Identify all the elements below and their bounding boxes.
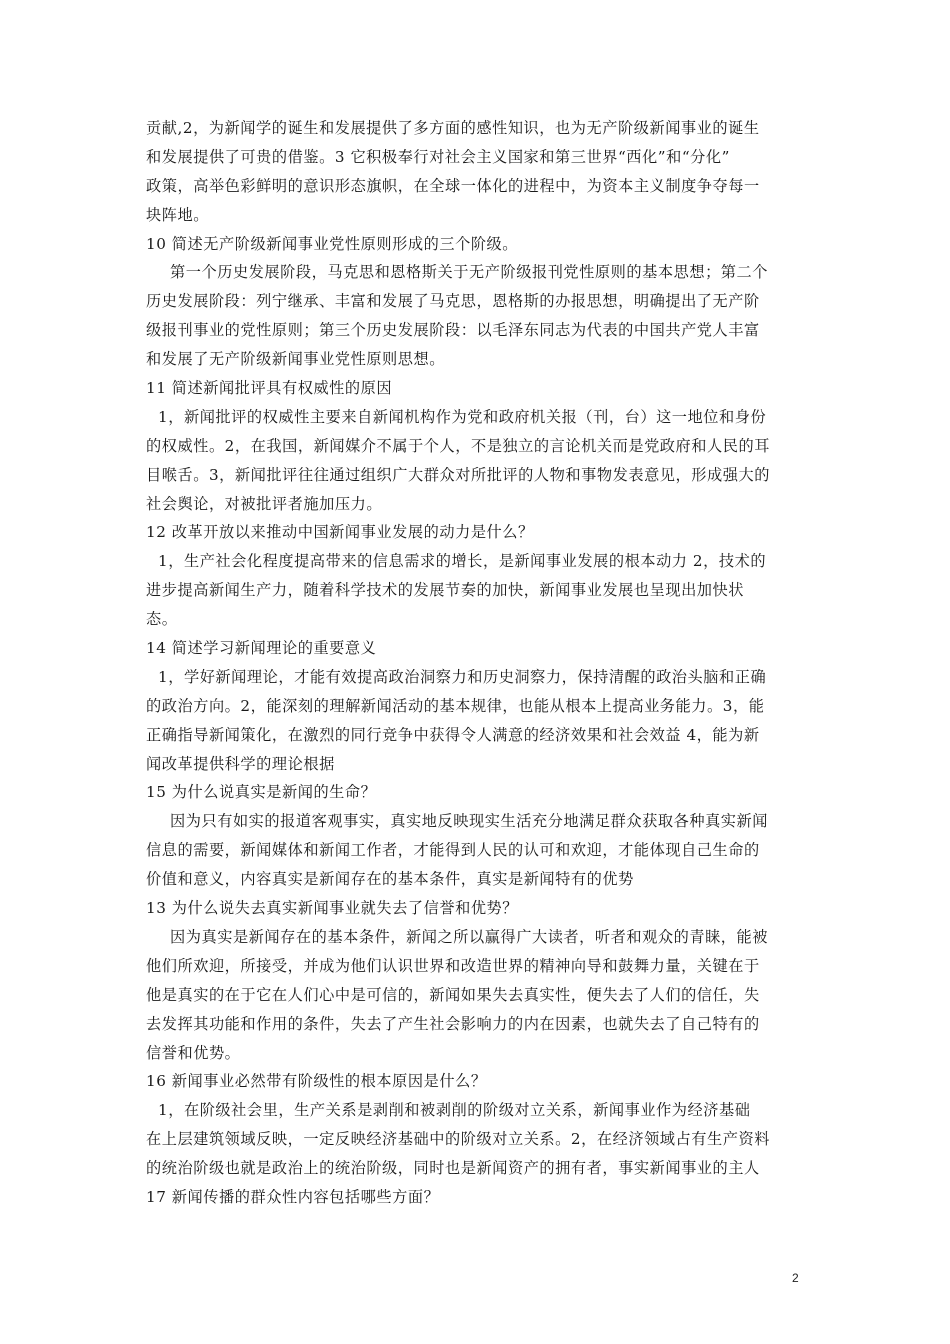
page-number: 2 bbox=[792, 1271, 799, 1285]
text-line: 去发挥其功能和作用的条件，失去了产生社会影响力的内在因素，也就失去了自己特有的 bbox=[146, 1014, 760, 1033]
text-line: 他们所欢迎，所接受，并成为他们认识世界和改造世界的精神向导和鼓舞力量，关键在于 bbox=[146, 956, 760, 975]
text-line: 进步提高新闻生产力，随着科学技术的发展节奏的加快，新闻事业发展也呈现出加快状 bbox=[146, 581, 745, 600]
text-line: 在上层建筑领域反映，一定反映经济基础中的阶级对立关系。2，在经济领域占有生产资料 bbox=[146, 1130, 770, 1149]
text-line: 他是真实的在于它在人们心中是可信的，新闻如果失去真实性，便失去了人们的信任，失 bbox=[146, 985, 760, 1004]
text-line: 社会舆论，对被批评者施加压力。 bbox=[146, 494, 383, 513]
text-line: 14 简述学习新闻理论的重要意义 bbox=[146, 639, 377, 658]
text-line: 级报刊事业的党性原则；第三个历史发展阶段：以毛泽东同志为代表的中国共产党人丰富 bbox=[146, 321, 760, 340]
text-line: 1，新闻批评的权威性主要来自新闻机构作为党和政府机关报（刊，台）这一地位和身份 bbox=[158, 407, 767, 426]
text-line: 政策，高举色彩鲜明的意识形态旗帜，在全球一体化的进程中，为资本主义制度争夺每一 bbox=[146, 176, 760, 195]
text-line: 1，在阶级社会里，生产关系是剥削和被剥削的阶级对立关系，新闻事业作为经济基础 bbox=[158, 1101, 751, 1120]
text-line: 块阵地。 bbox=[146, 205, 209, 224]
text-line: 1，生产社会化程度提高带来的信息需求的增长，是新闻事业发展的根本动力 2，技术的 bbox=[158, 552, 767, 571]
text-line: 历史发展阶段：列宁继承、丰富和发展了马克思，恩格斯的办报思想，明确提出了无产阶 bbox=[146, 292, 760, 311]
text-line: 目喉舌。3，新闻批评往往通过组织广大群众对所批评的人物和事物发表意见，形成强大的 bbox=[146, 465, 770, 484]
text-line: 16 新闻事业必然带有阶级性的根本原因是什么？ bbox=[146, 1072, 487, 1091]
document-body bbox=[146, 114, 812, 1212]
text-line: 的政治方向。2，能深刻的理解新闻活动的基本规律，也能从根本上提高业务能力。3，能 bbox=[146, 696, 765, 715]
text-line: 价值和意义，内容真实是新闻存在的基本条件，真实是新闻特有的优势 bbox=[146, 870, 634, 889]
text-line: 态。 bbox=[146, 610, 178, 629]
text-line: 贡献,2，为新闻学的诞生和发展提供了多方面的感性知识，也为无产阶级新闻事业的诞生 bbox=[146, 119, 760, 137]
text-line: 闻改革提供科学的理论根据 bbox=[146, 754, 335, 773]
text-line: 10 简述无产阶级新闻事业党性原则形成的三个阶级。 bbox=[146, 234, 519, 253]
text-line: 的权威性。2，在我国，新闻媒介不属于个人，不是独立的言论机关而是党政府和人民的耳 bbox=[146, 436, 770, 455]
text-line: 1，学好新闻理论，才能有效提高政治洞察力和历史洞察力，保持清醒的政治头脑和正确 bbox=[158, 667, 767, 686]
text-line: 正确指导新闻策化，在激烈的同行竞争中获得令人满意的经济效果和社会效益 4，能为新 bbox=[146, 725, 760, 744]
text-line: 因为只有如实的报道客观事实，真实地反映现实生活充分地满足群众获取各种真实新闻 bbox=[170, 812, 769, 831]
text-line: 和发展了无产阶级新闻事业党性原则思想。 bbox=[146, 350, 446, 369]
text-line: 第一个历史发展阶段，马克思和恩格斯关于无产阶级报刊党性原则的基本思想；第二个 bbox=[170, 263, 769, 282]
text-line: 因为真实是新闻存在的基本条件，新闻之所以赢得广大读者，听者和观众的青睐，能被 bbox=[170, 927, 769, 946]
text-line: 12 改革开放以来推动中国新闻事业发展的动力是什么？ bbox=[146, 523, 534, 542]
text-line: 信息的需要，新闻媒体和新闻工作者，才能得到人民的认可和欢迎，才能体现自己生命的 bbox=[146, 841, 760, 860]
text-line: 15 为什么说真实是新闻的生命？ bbox=[146, 783, 377, 802]
text-line: 13 为什么说失去真实新闻事业就失去了信誉和优势？ bbox=[146, 899, 519, 918]
text-line: 17 新闻传播的群众性内容包括哪些方面？ bbox=[146, 1187, 440, 1206]
text-line: 的统治阶级也就是政治上的统治阶级，同时也是新闻资产的拥有者，事实新闻事业的主人 bbox=[146, 1159, 760, 1178]
text-line: 信誉和优势。 bbox=[146, 1043, 241, 1062]
text-line: 11 简述新闻批评具有权威性的原因 bbox=[146, 379, 393, 398]
text-line: 和发展提供了可贵的借鉴。3 它积极奉行对社会主义国家和第三世界“西化”和“分化” bbox=[146, 147, 730, 166]
